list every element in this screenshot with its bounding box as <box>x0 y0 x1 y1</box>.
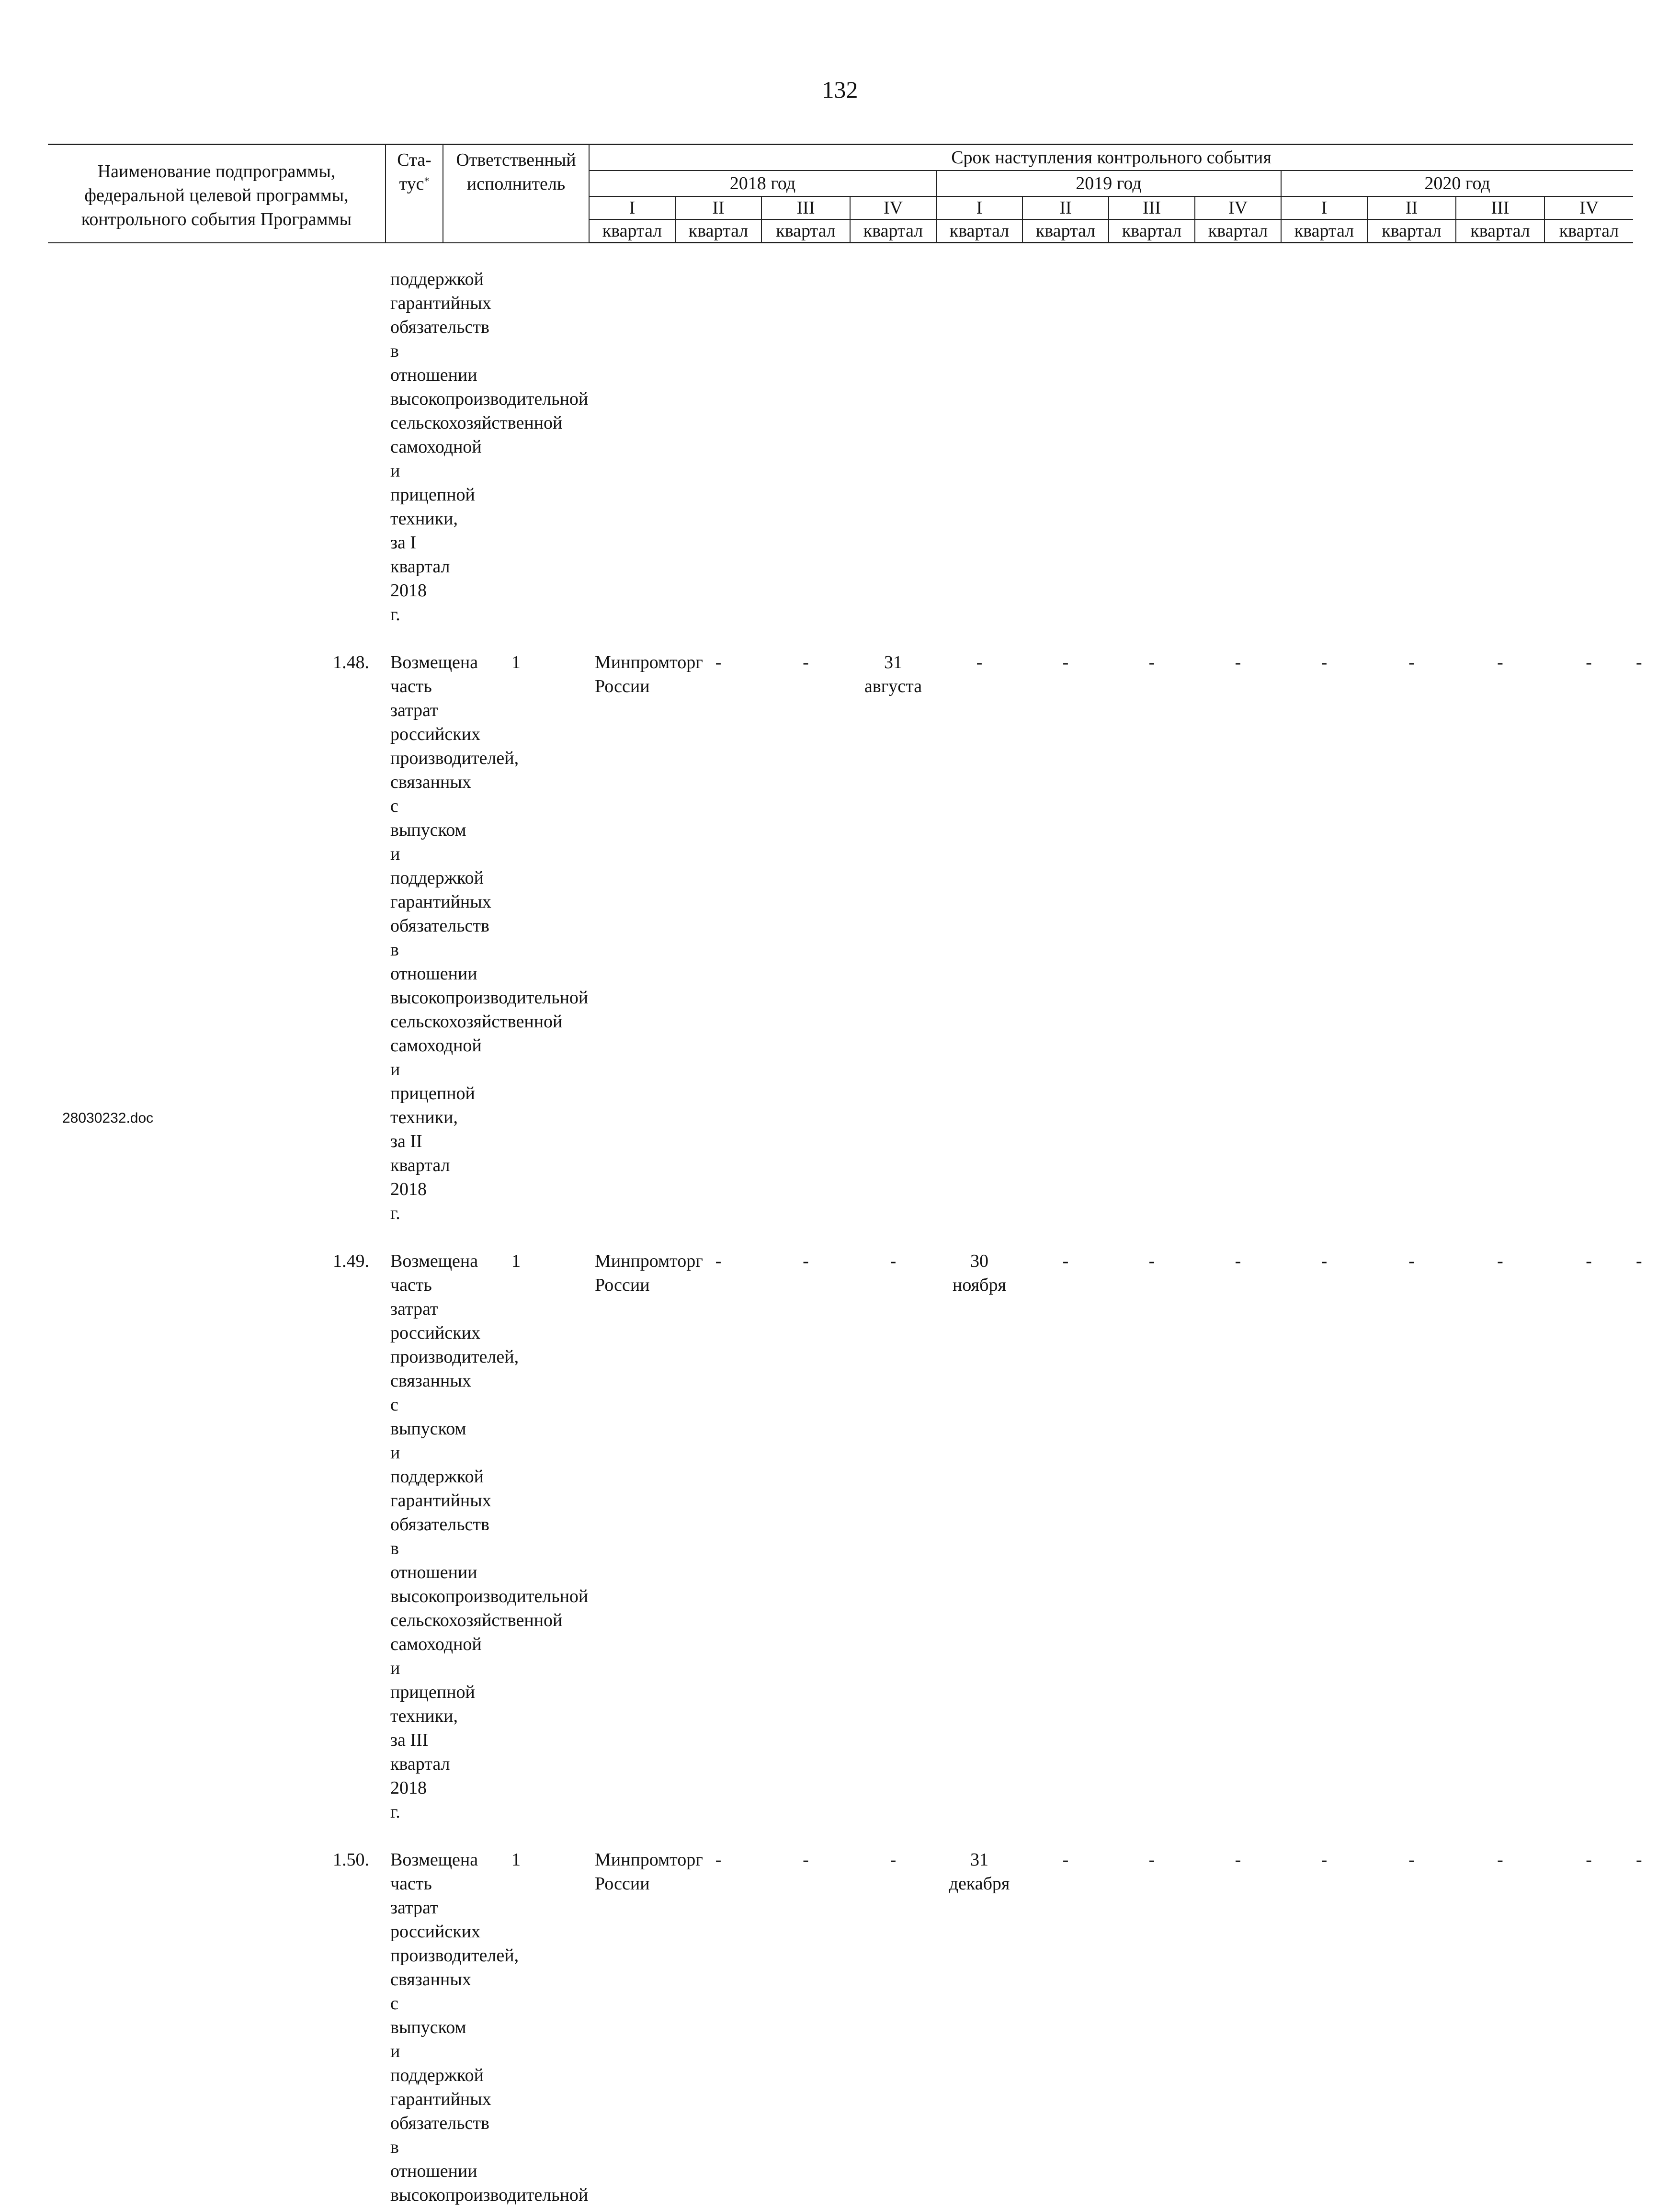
quarter-value: - <box>1321 652 1328 672</box>
header-quarter-numeral: IV <box>1579 198 1599 218</box>
name-line: поддержкой гарантийных <box>390 269 491 313</box>
quarter-cell-9 <box>1456 1225 1544 1824</box>
quarter-cell-3 <box>936 1824 1022 2207</box>
header-year-2018: 2018 год <box>589 171 936 196</box>
quarter-value: 30 <box>970 1251 988 1271</box>
header-quarter-word: квартал <box>949 221 1010 241</box>
table-row: 1.50. Возмещена часть затрат российских производителей, связанных с выпуском и поддержкой гарантийных обязательств в отношении высокопроизводительной 1 Минпромторг России - - - 31 декабря - - - - - - - - <box>48 1824 1633 2207</box>
name-line: Возмещена часть затрат <box>390 652 478 720</box>
quarter-cell-8 <box>1367 626 1456 1225</box>
name-line: связанных с выпуском и <box>390 1969 471 2061</box>
header-quarter-word: квартал <box>776 221 836 241</box>
quarter-cell-2 <box>850 1824 936 2207</box>
header-quarter-9 <box>1367 196 1456 243</box>
header-quarter-numeral: I <box>629 198 636 218</box>
name-line: связанных с выпуском и <box>390 1370 471 1463</box>
row-number: 1.50. <box>333 1849 369 1870</box>
row-executor <box>589 626 703 1225</box>
name-line: самоходной и прицепной <box>390 1035 482 1104</box>
row-status: 1 <box>511 1251 521 1271</box>
header-quarter-word: квартал <box>688 221 749 241</box>
footer-doc-id: 28030232.doc <box>62 1110 154 1126</box>
header-quarter-numeral: II <box>1405 198 1418 218</box>
row-name-continuation <box>386 243 589 626</box>
quarter-cell-4 <box>1022 1225 1109 1824</box>
name-line: обязательств в отношении <box>390 915 489 984</box>
quarter-cell-8 <box>1367 1225 1456 1824</box>
row-number <box>48 243 386 626</box>
quarter-value: - <box>1408 1849 1415 1870</box>
header-quarter-2 <box>761 196 850 243</box>
executor-line1: Минпромторг <box>595 652 703 672</box>
row-number: 1.49. <box>333 1251 369 1271</box>
quarter-cell-0 <box>675 1225 761 1824</box>
header-quarter-10 <box>1456 196 1544 243</box>
quarter-value: - <box>1586 1849 1592 1870</box>
table-header <box>48 145 1633 243</box>
quarter-value: - <box>1235 1251 1241 1271</box>
header-quarter-numeral: IV <box>883 198 903 218</box>
name-line: российских производителей, <box>390 724 519 768</box>
name-line: обязательств в отношении <box>390 317 489 385</box>
quarter-cell-6 <box>1195 626 1281 1225</box>
row-status: 1 <box>511 652 521 672</box>
name-line: связанных с выпуском и <box>390 772 471 864</box>
header-year-2019: 2019 год <box>936 171 1281 196</box>
row-number: 1.48. <box>333 652 369 672</box>
name-line: высокопроизводительной <box>390 1586 589 1606</box>
quarter-cell-3 <box>936 626 1022 1225</box>
name-line: Возмещена часть затрат <box>390 1251 478 1319</box>
header-quarter-word: квартал <box>1208 221 1268 241</box>
quarter-cell-6 <box>1195 1225 1281 1824</box>
row-event-name <box>386 1824 589 2207</box>
row-status: 1 <box>511 1849 521 1870</box>
name-line: самоходной и прицепной <box>390 436 482 505</box>
quarter-value: - <box>715 1849 722 1870</box>
header-quarter-8 <box>1281 196 1367 243</box>
quarter-cell-4 <box>1022 626 1109 1225</box>
quarter-value: - <box>1062 652 1069 672</box>
quarter-cell-0 <box>675 1824 761 2207</box>
name-line: высокопроизводительной <box>390 987 589 1008</box>
quarter-value: - <box>803 1849 809 1870</box>
header-quarter-5 <box>1022 196 1109 243</box>
header-quarter-word: квартал <box>1035 221 1096 241</box>
quarter-cell-5 <box>1109 1225 1195 1824</box>
name-line: сельскохозяйственной <box>390 412 563 433</box>
header-quarter-6 <box>1109 196 1195 243</box>
quarter-value: - <box>715 1251 722 1271</box>
table-row-continuation <box>48 243 1633 626</box>
name-line: поддержкой гарантийных <box>390 1466 491 1511</box>
table-row: 1.48. Возмещена часть затрат российских производителей, связанных с выпуском и поддержкой гарантийных обязательств в отношении высокопроизводительной сельскохозяйственной самоходной и прицепной техники, за II квартал 2018 г. 1 Минпромторг России - - 31 августа - - - - - - - - - <box>48 626 1633 1225</box>
quarter-cell-2 <box>850 626 936 1225</box>
quarter-value: - <box>1408 652 1415 672</box>
quarter-cell-5 <box>1109 1824 1195 2207</box>
quarter-value: 31 <box>884 652 902 672</box>
header-quarter-numeral: III <box>1491 198 1510 218</box>
quarter-value: - <box>976 652 983 672</box>
quarter-value: - <box>1497 1849 1503 1870</box>
name-line: техники, за I квартал 2018 г. <box>390 508 458 625</box>
quarter-month: августа <box>864 676 922 696</box>
name-line: российских производителей, <box>390 1322 519 1367</box>
quarter-cell-8 <box>1367 1824 1456 2207</box>
quarter-cell-7 <box>1281 626 1367 1225</box>
page-number: 132 <box>822 76 858 103</box>
header-quarter-numeral: III <box>1143 198 1161 218</box>
quarter-value: - <box>1497 1251 1503 1271</box>
quarter-value: - <box>1408 1251 1415 1271</box>
quarter-cell-4 <box>1022 1824 1109 2207</box>
quarter-cell-10 <box>1544 1225 1633 1824</box>
header-exec-col <box>443 145 589 243</box>
quarter-cell-1 <box>761 1824 850 2207</box>
header-status-mark: * <box>424 175 430 187</box>
quarter-cell-7 <box>1281 1824 1367 2207</box>
quarter-value: - <box>1148 1849 1155 1870</box>
quarter-value: - <box>1062 1849 1069 1870</box>
quarter-cell-5 <box>1109 626 1195 1225</box>
quarter-value: - <box>890 1849 897 1870</box>
header-deadline: Срок наступления контрольного события <box>589 145 1633 171</box>
executor-line1: Минпромторг <box>595 1251 703 1271</box>
executor-line2: России <box>595 676 650 696</box>
header-name-col: Наименование подпрограммы, федеральной целевой программы, контрольного события Программы <box>48 145 386 243</box>
quarter-month: ноября <box>953 1274 1006 1295</box>
header-quarter-numeral: IV <box>1228 198 1248 218</box>
header-quarter-3 <box>850 196 936 243</box>
quarter-value: - <box>1321 1849 1328 1870</box>
quarter-cell-7 <box>1281 1225 1367 1824</box>
name-line: сельскохозяйственной <box>390 1011 563 1032</box>
quarter-cell-3 <box>936 1225 1022 1824</box>
header-exec-line1: Ответственный <box>456 150 576 170</box>
header-quarter-numeral: I <box>1321 198 1328 218</box>
name-line: высокопроизводительной <box>390 388 589 409</box>
quarter-cell-10 <box>1544 626 1633 1225</box>
header-quarter-1 <box>675 196 761 243</box>
quarter-cell-1 <box>761 626 850 1225</box>
name-line: Возмещена часть затрат <box>390 1849 478 1918</box>
header-status-col <box>386 145 443 243</box>
name-line: обязательств в отношении <box>390 1514 489 1582</box>
header-quarter-11 <box>1544 196 1633 243</box>
row-executor <box>589 1824 703 2207</box>
header-quarter-word: квартал <box>1294 221 1354 241</box>
row-event-name <box>386 1225 589 1824</box>
header-quarter-word: квартал <box>1470 221 1530 241</box>
header-status-line1: Ста- <box>397 150 431 170</box>
row-event-name <box>386 626 589 1225</box>
quarter-cell-9 <box>1456 1824 1544 2207</box>
header-year-2020: 2020 год <box>1281 171 1633 196</box>
header-quarter-word: квартал <box>863 221 923 241</box>
quarter-value: - <box>890 1251 897 1271</box>
table-body <box>48 243 1642 2207</box>
header-status-line2: тус <box>399 174 424 194</box>
header-quarter-word: квартал <box>1122 221 1182 241</box>
name-line: сельскохозяйственной <box>390 1610 563 1630</box>
quarter-value: - <box>1062 1251 1069 1271</box>
header-quarter-numeral: III <box>796 198 815 218</box>
quarter-value: - <box>803 652 809 672</box>
name-line: поддержкой гарантийных <box>390 2065 491 2109</box>
quarter-cell-0 <box>675 626 761 1225</box>
quarter-value: - <box>803 1251 809 1271</box>
quarter-value: 31 <box>970 1849 988 1870</box>
name-line: обязательств в отношении <box>390 2113 489 2181</box>
quarter-value: - <box>1497 652 1503 672</box>
quarter-value: - <box>1586 1251 1592 1271</box>
header-quarter-numeral: II <box>1059 198 1072 218</box>
name-line: поддержкой гарантийных <box>390 867 491 912</box>
quarter-value: - <box>1235 652 1241 672</box>
quarter-cell-6 <box>1195 1824 1281 2207</box>
quarter-cell-9 <box>1456 626 1544 1225</box>
row-executor <box>589 1225 703 1824</box>
header-quarter-7 <box>1195 196 1281 243</box>
header-quarter-numeral: II <box>712 198 725 218</box>
quarter-value: - <box>1235 1849 1241 1870</box>
control-events-table <box>48 144 1642 2207</box>
table-row: 1.49. Возмещена часть затрат российских производителей, связанных с выпуском и поддержкой гарантийных обязательств в отношении высокопроизводительной сельскохозяйственной самоходной и прицепной техники, за III квартал 2018 г. 1 Минпромторг России - - - 30 ноября - - - - - - - - <box>48 1225 1633 1824</box>
header-quarter-word: квартал <box>602 221 662 241</box>
header-quarter-numeral: I <box>976 198 983 218</box>
quarter-cell-10 <box>1544 1824 1633 2207</box>
quarter-cell-1 <box>761 1225 850 1824</box>
name-line: самоходной и прицепной <box>390 1634 482 1702</box>
quarter-value: - <box>1321 1251 1328 1271</box>
quarter-month: декабря <box>949 1873 1010 1894</box>
header-quarter-0 <box>589 196 675 243</box>
name-line: высокопроизводительной <box>390 2184 589 2205</box>
header-quarter-word: квартал <box>1382 221 1442 241</box>
quarter-value: - <box>715 652 722 672</box>
header-quarter-4 <box>936 196 1022 243</box>
quarter-cell-2 <box>850 1225 936 1824</box>
executor-line2: России <box>595 1274 650 1295</box>
executor-line2: России <box>595 1873 650 1894</box>
header-quarter-word: квартал <box>1559 221 1619 241</box>
quarter-value: - <box>1586 652 1592 672</box>
quarter-value: - <box>1148 652 1155 672</box>
name-line: техники, за III квартал 2018 г. <box>390 1706 458 1822</box>
name-line: техники, за II квартал 2018 г. <box>390 1107 458 1223</box>
quarter-value: - <box>1148 1251 1155 1271</box>
name-line: российских производителей, <box>390 1921 519 1966</box>
header-exec-line2: исполнитель <box>466 174 566 194</box>
executor-line1: Минпромторг <box>595 1849 703 1870</box>
continuation-lines <box>390 267 589 626</box>
